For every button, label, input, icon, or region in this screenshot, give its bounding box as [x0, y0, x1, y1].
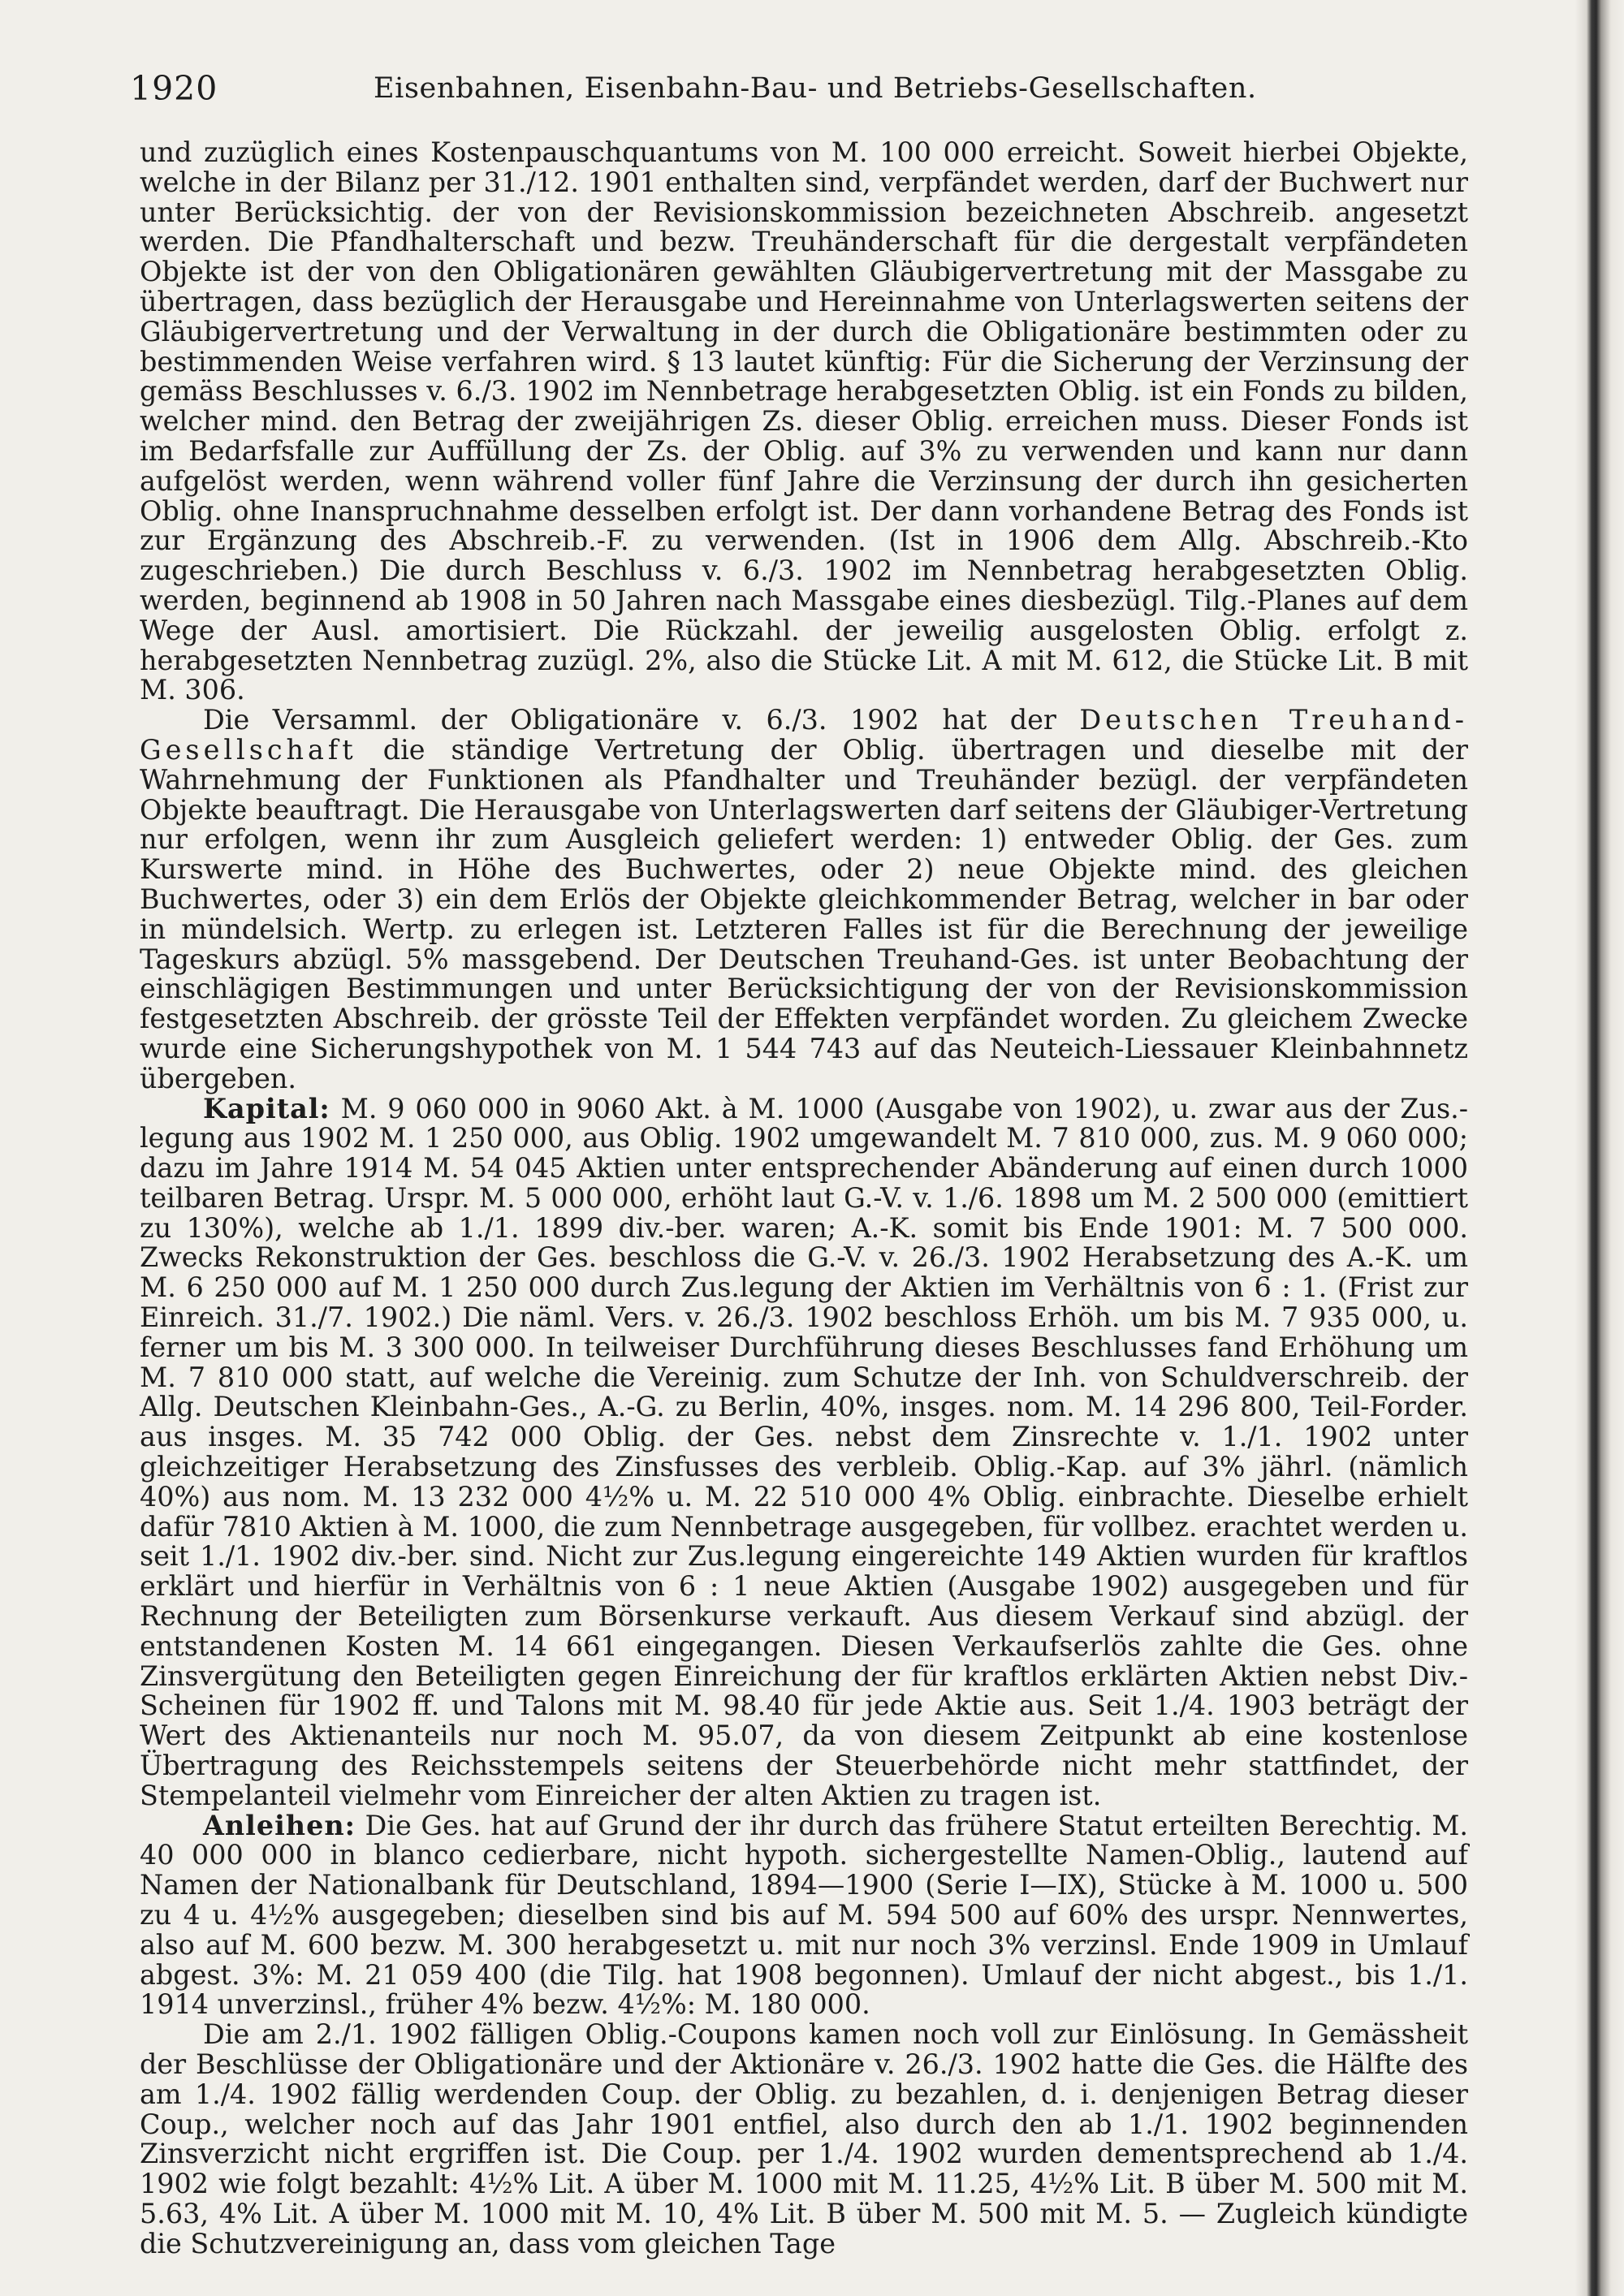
paragraph-trust-company-start: Die Versamml. der Obligationäre v. 6./3. 1902 hat der: [203, 704, 1080, 736]
page-header: [130, 67, 1559, 110]
page-number: 1920: [130, 69, 218, 108]
running-title: Eisenbahnen, Eisenbahn-Bau- und Betriebs-Gesellschaften.: [374, 72, 1257, 105]
anleihen-text: Die Ges. hat auf Grund der ihr durch das frühere Statut erteilten Berechtig. M. 40 000 000 in blanco cedierbare, nicht hypoth. sichergestellte Namen-Oblig., lautend auf Namen der Nationalbank für Deutschland, 1894—1900 (Serie I—IX), Stücke à M. 1000 u. 500 zu 4 u. 4½% ausgegeben; dieselben sind bis auf M. 594 500 auf 60% des urspr. Nennwertes, also auf M. 600 bezw. M. 300 herabgesetzt u. mit nur noch 3% verzinsl. Ende 1909 in Umlauf abgest. 3%: M. 21 059 400 (die Tilg. hat 1908 begonnen). Umlauf der nicht abgest., bis 1./1. 1914 unverzinsl., früher 4% bezw. 4½%: M. 180 000.: [140, 1809, 1468, 2021]
section-kapital: [140, 1094, 1468, 1811]
paragraph-trust-company-rest: die ständige Vertretung der Oblig. übertragen und dieselbe mit der Wahrnehmung der Funktionen als Pfandhalter und Treuhänder bezügl. der verpfändeten Objekte beauftragt. Die Herausgabe von Unterlagswerten darf seitens der Gläubiger-Vertretung nur erfolgen, wenn ihr zum Ausgleich geliefert werden: 1) entweder Oblig. der Ges. zum Kurswerte mind. in Höhe des Buchwertes, oder 2) neue Objekte mind. des gleichen Buchwertes, oder 3) ein dem Erlös der Objekte gleichkommender Betrag, welcher in bar oder in mündelsich. Wertp. zu erlegen ist. Letzteren Falles ist für die Berechnung der jeweilige Tageskurs abzügl. 5% massgebend. Der Deutschen Treuhand-Ges. ist unter Beobachtung der einschlägigen Bestimmungen und unter Berücksichtigung der von der Revisionskommission festgesetzten Abschreib. der grösste Teil der Effekten verpfändet worden. Zu gleichem Zwecke wurde eine Sicherungshypothek von M. 1 544 743 auf das Neuteich-Liessauer Kleinbahnnetz übergeben.: [140, 733, 1468, 1094]
trust-company-name: Deutschen Treuhand-Gesellschaft: [140, 704, 1468, 766]
paragraph-coupons: Die am 2./1. 1902 fälligen Oblig.-Coupons kamen noch voll zur Einlösung. In Gemässheit der Beschlüsse der Obligationäre und der Aktionäre v. 26./3. 1902 hatte die Ges. die Hälfte des am 1./4. 1902 fällig werdenden Coup. der Oblig. zu bezahlen, d. i. denjenigen Betrag dieser Coup., welcher noch auf das Jahr 1901 entfiel, also durch den ab 1./1. 1902 beginnenden Zinsverzicht nicht ergriffen ist. Die Coup. per 1./4. 1902 wurden dementsprechend ab 1./4. 1902 wie folgt bezahlt: 4½% Lit. A über M. 1000 mit M. 11.25, 4½% Lit. B über M. 500 mit M. 5.63, 4% Lit. A über M. 1000 mit M. 10, 4% Lit. B über M. 500 mit M. 5. — Zugleich kündigte die Schutzvereinigung an, dass vom gleichen Tage: [140, 2018, 1468, 2259]
anleihen-heading: Anleihen:: [203, 1809, 356, 1841]
paragraph-trust-company: [140, 706, 1468, 1094]
kapital-text: M. 9 060 000 in 9060 Akt. à M. 1000 (Ausgabe von 1902), u. zwar aus der Zus.-legung aus 1902 M. 1 250 000, aus Oblig. 1902 umgewandelt M. 7 810 000, zus. M. 9 060 000; dazu im Jahre 1914 M. 54 045 Aktien unter entsprechender Abänderung auf einen durch 1000 teilbaren Betrag. Urspr. M. 5 000 000, erhöht laut G.-V. v. 1./6. 1898 um M. 2 500 000 (emittiert zu 130%), welche ab 1./1. 1899 div.-ber. waren; A.-K. somit bis Ende 1901: M. 7 500 000. Zwecks Rekonstruktion der Ges. beschloss die G.-V. v. 26./3. 1902 Herabsetzung des A.-K. um M. 6 250 000 auf M. 1 250 000 durch Zus.legung der Aktien im Verhältnis von 6 : 1. (Frist zur Einreich. 31./7. 1902.) Die näml. Vers. v. 26./3. 1902 beschloss Erhöh. um bis M. 7 935 000, u. ferner um bis M. 3 300 000. In teilweiser Durchführung dieses Beschlusses fand Erhöhung um M. 7 810 000 statt, auf welche die Vereinig. zum Schutze der Inh. von Schuldverschreib. der Allg. Deutschen Kleinbahn-Ges., A.-G. zu Berlin, 40%, insges. nom. M. 14 296 800, Teil-Forder. aus insges. M. 35 742 000 Oblig. der Ges. nebst dem Zinsrechte v. 1./1. 1902 unter gleichzeitiger Herabsetzung des Zinsfusses des verbleib. Oblig.-Kap. auf 3% jährl. (nämlich 40%) aus nom. M. 13 232 000 4½% u. M. 22 510 000 4% Oblig. einbrachte. Dieselbe erhielt dafür 7810 Aktien à M. 1000, die zum Nennbetrage ausgegeben, für vollbez. erachtet werden u. seit 1./1. 1902 div.-ber. sind. Nicht zur Zus.legung eingereichte 149 Aktien wurden für kraftlos erklärt und hierfür in Verhältnis von 6 : 1 neue Aktien (Ausgabe 1902) ausgegeben und für Rechnung der Beteiligten zum Börsenkurse verkauft. Aus diesem Verkauf sind abzügl. der entstandenen Kosten M. 14 661 eingegangen. Diesen Verkaufserlös zahlte die Ges. ohne Zinsvergütung den Beteiligten gegen Einreichung der für kraftlos erklärten Aktien nebst Div.-Scheinen für 1902 ff. und Talons mit M. 98.40 für jede Aktie aus. Seit 1./4. 1903 beträgt der Wert des Aktienanteils nur noch M. 95.07, da von diesem Zeitpunkt ab eine kostenlose Übertragung des Reichsstempels seitens der Steuerbehörde nicht mehr stattfindet, der Stempelanteil vielmehr vom Einreicher der alten Aktien zu tragen ist.: [140, 1092, 1468, 1811]
document-body: [140, 138, 1468, 2259]
page-binding-edge: [1575, 0, 1624, 2296]
section-anleihen: [140, 1811, 1468, 2021]
kapital-heading: Kapital:: [203, 1092, 330, 1124]
paragraph-bond-security: und zuzüglich eines Kostenpauschquantums von M. 100 000 erreicht. Soweit hierbei Objekte, welche in der Bilanz per 31./12. 1901 enthalten sind, verpfändet werden, darf der Buchwert nur unter Berücksichtig. der von der Revisionskommission bezeichneten Abschreib. angesetzt werden. Die Pfandhalterschaft und bezw. Treuhänderschaft für die dergestalt verpfändeten Objekte ist der von den Obligationären gewählten Gläubigervertretung mit der Massgabe zu übertragen, dass bezüglich der Herausgabe und Hereinnahme von Unterlagswerten seitens der Gläubigervertretung und der Verwaltung in der durch die Obligationäre bestimmten oder zu bestimmenden Weise verfahren wird. § 13 lautet künftig: Für die Sicherung der Verzinsung der gemäss Beschlusses v. 6./3. 1902 im Nennbetrage herabgesetzten Oblig. ist ein Fonds zu bilden, welcher mind. den Betrag der zweijährigen Zs. dieser Oblig. erreichen muss. Dieser Fonds ist im Bedarfsfalle zur Auffüllung der Zs. der Oblig. auf 3% zu verwenden und kann nur dann aufgelöst werden, wenn während voller fünf Jahre die Verzinsung der durch ihn gesicherten Oblig. ohne Inanspruchnahme desselben erfolgt ist. Der dann vorhandene Betrag des Fonds ist zur Ergänzung des Abschreib.-F. zu verwenden. (Ist in 1906 dem Allg. Abschreib.-Kto zugeschrieben.) Die durch Beschluss v. 6./3. 1902 im Nennbetrag herabgesetzten Oblig. werden, beginnend ab 1908 in 50 Jahren nach Massgabe eines diesbezügl. Tilg.-Planes auf dem Wege der Ausl. amortisiert. Die Rückzahl. der jeweilig ausgelosten Oblig. erfolgt z. herabgesetzten Nennbetrag zuzügl. 2%, also die Stücke Lit. A mit M. 612, die Stücke Lit. B mit M. 306.: [140, 136, 1468, 706]
